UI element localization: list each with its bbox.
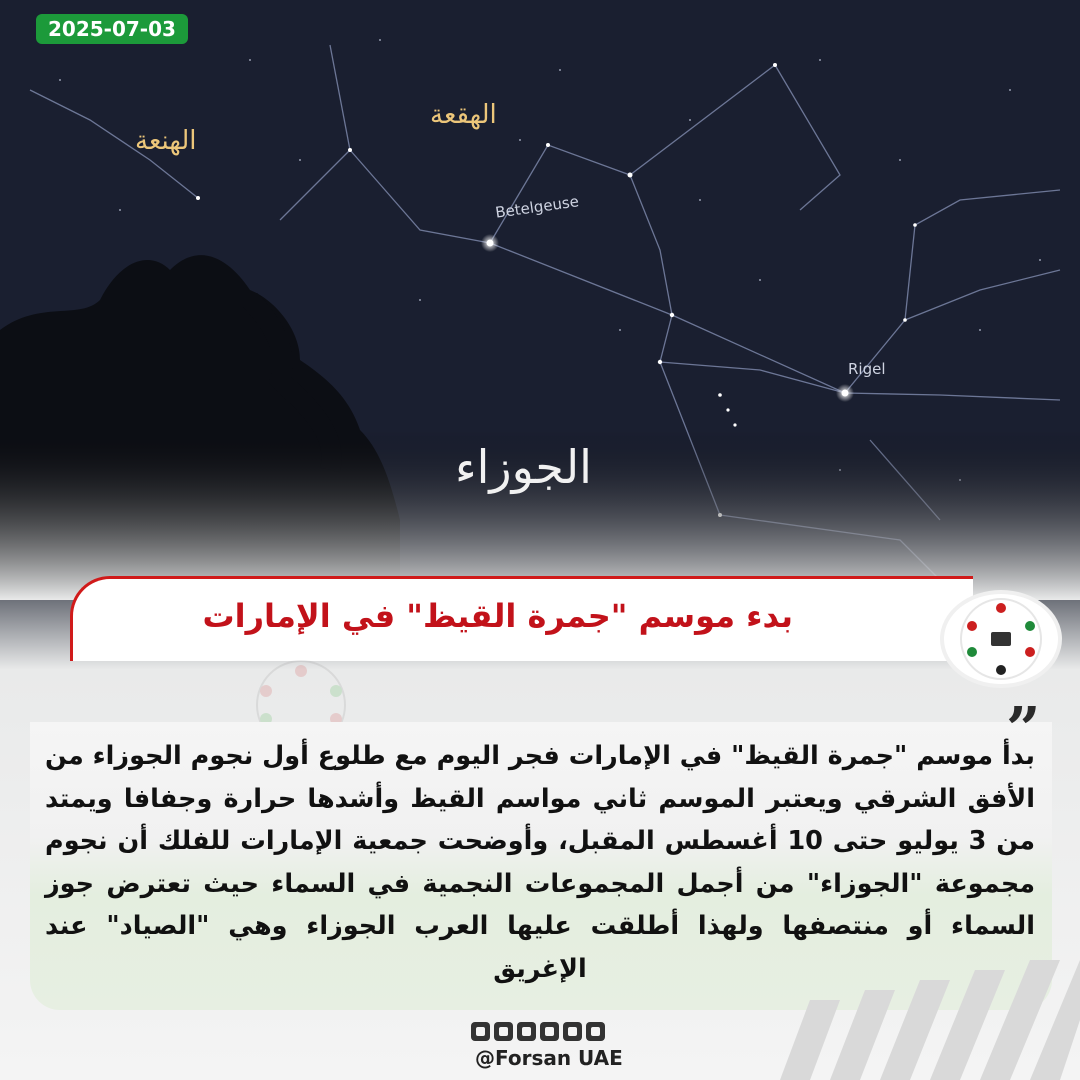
instagram-icon [563, 1022, 582, 1041]
body-text: بدأ موسم "جمرة القيظ" في الإمارات فجر اليوم مع طلوع أول نجوم الجوزاء من الأفق الشرقي ويعتبر الموسم ثاني مواسم القيظ وأشدها حرارة وجفافا ويمتد من 3 يوليو حتى 10 أغسطس المقبل، وأوضحت جمعية الإمارات للفلك أن نجوم مجموعة "الجوزاء" من أجمل المجموعات النجمية في السماء حيث تعترض جوز السماء أو منتصفها ولهذا أطلقت عليها العرب الجوزاء وهي "الصياد" عند الإغريق [45, 741, 1035, 984]
label-aljawzaa: الجوزاء [455, 440, 592, 494]
youtube-icon [471, 1022, 490, 1041]
title-box [70, 576, 973, 661]
label-rigel: Rigel [848, 360, 886, 378]
label-alhanaa: الهنعة [135, 126, 197, 156]
snapchat-icon [586, 1022, 605, 1041]
forsan-logo [944, 594, 1058, 684]
telegram-icon [494, 1022, 513, 1041]
social-icons [471, 1022, 605, 1041]
quote-icon: ” [1006, 695, 1041, 765]
facebook-icon [540, 1022, 559, 1041]
label-alhaqaa: الهقعة [430, 100, 497, 130]
decorative-stripes [770, 960, 1080, 1080]
social-handle: @Forsan UAE [475, 1046, 623, 1070]
post-title: بدء موسم "جمرة القيظ" في الإمارات [202, 597, 793, 635]
label-betelgeuse: Betelgeuse [494, 192, 580, 222]
date-badge: 2025-07-03 [36, 14, 188, 44]
x-icon [517, 1022, 536, 1041]
